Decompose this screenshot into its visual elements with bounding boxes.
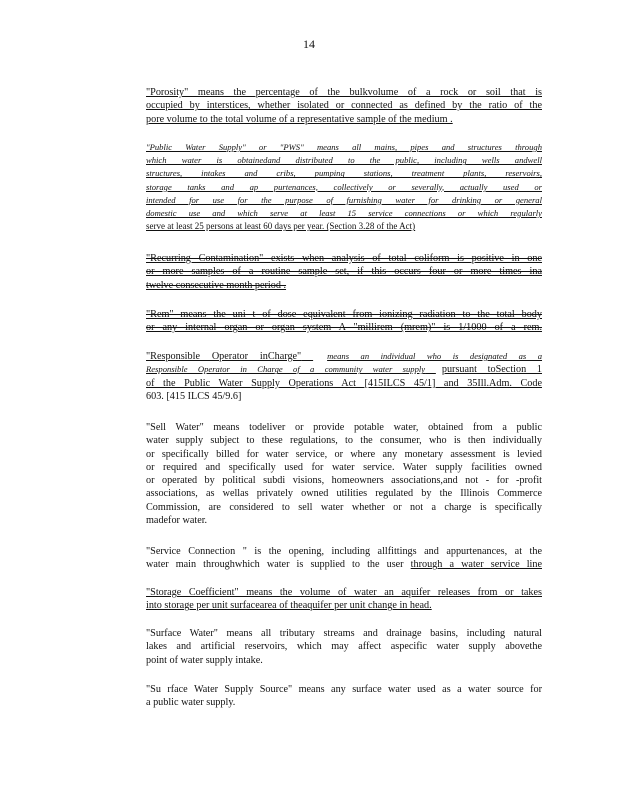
text-line: "Porosity" means the percentage of the bulkvolume of a rock or soil that is	[146, 87, 542, 98]
text-line: lakes and artificial reservoirs, which may affect aspecific water supply abovethe	[146, 641, 542, 653]
text-line: a public water supply.	[146, 697, 236, 709]
definition-surface-water	[146, 627, 542, 667]
definition-text: means an individual who is designated as a	[327, 351, 543, 361]
definition-recurring-contamination	[146, 252, 542, 292]
text-line: "Service Connection " is the opening, including allfittings and appurtenances, at the	[146, 546, 542, 557]
text-line	[146, 363, 542, 376]
text-line: "Su rface Water Supply Source" means any surface water used as a water source for	[146, 684, 542, 695]
text-line: occupied by interstices, whether isolated or connected as defined by the ratio of the	[146, 100, 542, 112]
text-line: domestic use and which serve at least 15 service connections or which regularly	[146, 208, 542, 219]
definition-service-connection	[146, 545, 542, 572]
text-line: of the Public Water Supply Operations Act [415ILCS 45/1] and 35Ill.Adm. Code	[146, 377, 542, 389]
page-number: 14	[303, 37, 315, 51]
text-line: twelve consecutive month period .	[146, 279, 287, 291]
definition-sell-water	[146, 421, 542, 527]
text-line: water main throughwhich water is supplied to the user through a water service line	[146, 559, 542, 571]
text-line: madefor water.	[146, 515, 208, 527]
text-line: or operated by political subdi visions, homeowners associations,and not - for -profit	[146, 475, 542, 487]
text-line: or any internal organ or organ system A "millirem (mrem)" is 1/1000 of a rem.	[146, 322, 542, 334]
text-line: Commission, are considered to sell water whether or not a charge is specifically	[146, 501, 542, 513]
text-line: "Recurring Contamination" exists when analysis of total coliform is positive in one	[146, 253, 542, 264]
text-line: pore volume to the total volume of a representative sample of the medium .	[146, 113, 453, 125]
definition-public-water-supply	[146, 141, 542, 234]
text-line: "Surface Water" means all tributary streams and drainage basins, including natural	[146, 628, 542, 639]
text-line: "Sell Water" means todeliver or provide potable water, obtained from a public	[146, 422, 542, 433]
definition-storage-coefficient	[146, 586, 542, 613]
term: "Responsible Operator inCharge"	[146, 351, 302, 362]
text-line: 603. [415 ILCS 45/9.6]	[146, 390, 242, 402]
text-line: storage tanks and ap purtenances, collectively or severally, actually used or	[146, 181, 542, 192]
text-line: water supply subject to these regulations, to the consumer, who is then individually	[146, 435, 542, 447]
definition-porosity	[146, 86, 542, 126]
definition-text: through a water service line	[410, 559, 542, 571]
text-line: structures, intakes and cribs, pumping stations, treatment plants, reservoirs,	[146, 168, 542, 179]
text-line: or more samples of a routine sample set, if this occurs four or more times ina	[146, 266, 542, 278]
text-line: "Public Water Supply" or "PWS" means all mains, pipes and structures through	[146, 142, 542, 152]
definition-surface-water-supply-source	[146, 683, 542, 710]
text-line	[146, 350, 542, 363]
text-line: "Rem" means the uni t of dose equivalent from ionizing radiation to the total body	[146, 309, 542, 320]
text-line: "Storage Coefficient" means the volume of water an aquifer releases from or takes	[146, 587, 542, 598]
definition-responsible-operator	[146, 350, 542, 403]
text-line: associations, as wellas privately owned utilities regulated by the Illinois Commerce	[146, 488, 542, 500]
text-line: or required and specifically used for water service. Water supply facilities owned	[146, 461, 542, 473]
text-line: which water is obtainedand distributed to the public, including wells andwell	[146, 155, 542, 166]
text-line: point of water supply intake.	[146, 654, 263, 666]
definition-rem	[146, 308, 542, 335]
definition-text: Responsible Operator in Charge of a community water supply	[146, 364, 426, 375]
text-line: serve at least 25 persons at least 60 days per year. (Section 3.28 of the Act)	[146, 221, 416, 232]
text-line: intended for use for the purpose of furnishing water for drinking or general	[146, 194, 542, 205]
text-line: into storage per unit surfacearea of theaquifer per unit change in head.	[146, 600, 432, 612]
definition-text: pursuant toSection 1	[441, 364, 542, 376]
text-line: or specifically billed for water service, or where any monetary assessment is levied	[146, 448, 542, 460]
